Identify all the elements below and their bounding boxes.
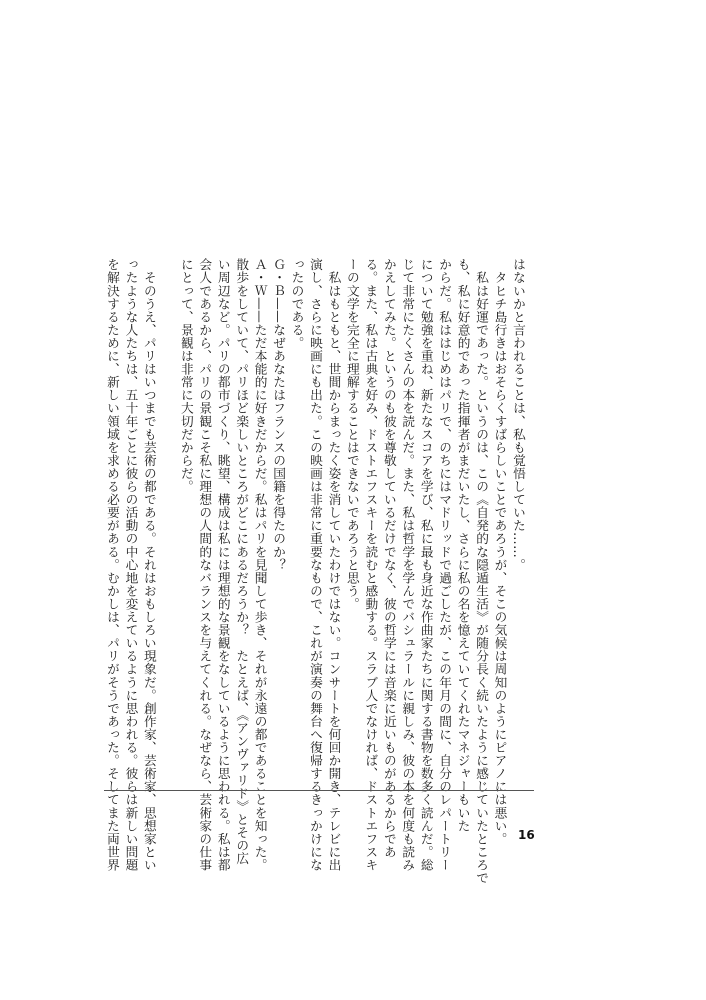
- text-line: かえしてみた。というのも彼を尊敬しているだけでなく、彼の哲学には音楽に近いものがあるからであ: [381, 258, 397, 859]
- text-line: Ａ・Ｗ——ただ本能的に好きだからだ。私はパリを見聞して歩き、それが永遠の都であることを知った。: [252, 258, 268, 872]
- text-line: 私は好運であった。というのは、この《自発的な隠遁生活》が随分長く続いたように感じていたところで: [474, 258, 490, 885]
- text-line: 会人であるから、パリの景観こそ私に理想の人間的なバランスを与えてくれる。なぜなら、芸術家の仕事: [197, 258, 213, 872]
- text-line: じて非常にたくさんの本を読んだ。また、私は哲学を学んでバシュラールに親しみ、彼の本を何度も読み: [400, 258, 416, 872]
- text-line: にとって、景観は非常に大切だからだ。: [178, 258, 194, 493]
- page-number: 16: [518, 828, 535, 842]
- vertical-text-block: [104, 258, 526, 885]
- text-line: について勉強を重ね、新たなスコアを学び、私に最も身近な作曲家たちに関する書物を数多く読んだ。総: [418, 258, 434, 872]
- text-line: ったのである。: [289, 258, 305, 350]
- text-line: 演し、さらに映画にも出た。この映画は非常に重要なもので、これが演奏の舞台へ復帰するきっかけにな: [307, 258, 323, 872]
- text-line: タヒチ島行きはおそらくすばらしいことであろうが、そこの気候は周知のようにピアノには悪い。: [492, 258, 508, 846]
- text-line: そのうえ、パリはいつまでも芸術の都である。それはおもしろい現象だ。創作家、芸術家、思想家とい: [141, 258, 157, 872]
- text-line: Ｇ・Ｂ——なぜあなたはフランスの国籍を得たのか？: [271, 258, 287, 572]
- text-line: も、私に好意的であった指揮者がまだいたし、さらに私の名を憶えていてくれたマネジャーもいた: [455, 258, 471, 833]
- footer-rule: [104, 790, 534, 791]
- text-line: ーの文学を完全に理解することはできないであろうと思う。: [344, 258, 360, 611]
- text-line: る。また、私は古典を好み、ドストエフスキーを読むと感動する。スラブ人でなければ、ドストエフスキ: [363, 258, 379, 872]
- text-line: はないかと言われることは、私も覚悟していた……。: [510, 258, 526, 572]
- text-line: 私はもともと、世間からまったく姿を消していたわけではない。コンサートを何回か開き、テレビに出: [326, 258, 342, 872]
- text-line: を解決するために、新しい領域を求める必要がある。むかしは、パリがそうであった。そしてまた両世界: [105, 258, 120, 872]
- text-line: からだ。私ははじめはパリで、のちにはマドリッドで過ごしたが、この年月の間に、自分のレパートリー: [437, 258, 453, 872]
- text-line: 散歩をしていて、パリほど楽しいところがどこにあるだろうか？ たとえば、《アンヴァリド》とその広: [234, 258, 250, 865]
- text-line: い周辺など。パリの都市づくり、眺望、構成は私には理想的な景観をなしているように思われる。私は都: [215, 258, 231, 872]
- text-line: ったような人たちは、五十年ごとに彼らの活動の中心地を変えているように思われる。彼らは新しい問題: [123, 258, 139, 872]
